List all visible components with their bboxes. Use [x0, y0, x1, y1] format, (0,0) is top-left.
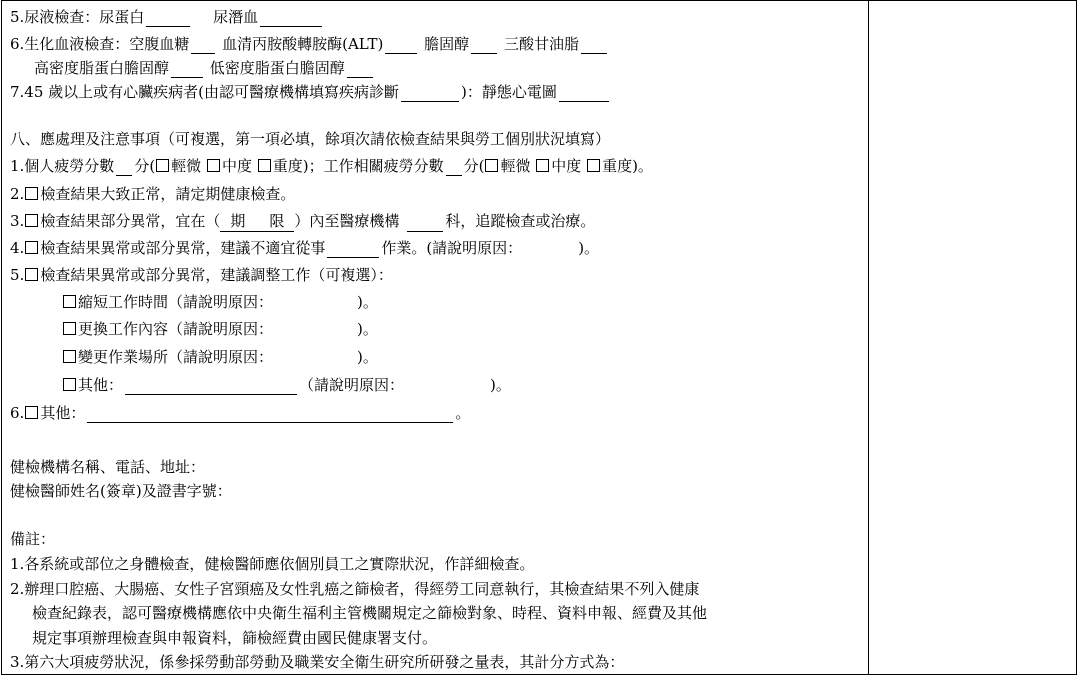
note-2-line-3: 規定事項辦理檢查與申報資料，篩檢經費由國民健康署支付。: [32, 629, 438, 647]
note-2-line-2: 檢查紀錄表，認可醫療機構應依中央衛生福利主管機關規定之篩檢對象、時程、資料申報、經費及其他: [32, 604, 708, 622]
change-location-checkbox[interactable]: [63, 350, 76, 363]
column-divider: [868, 0, 869, 675]
item-2-checkbox[interactable]: [25, 187, 38, 200]
item-5a-line: 縮短工作時間（請說明原因： )。: [62, 292, 378, 312]
change-content-checkbox[interactable]: [63, 322, 76, 335]
fatigue-score-line: 1.個人疲勞分數 分( 輕微 中度 重度)；工作相關疲勞分數 分( 輕微 中度 重度)。: [10, 157, 653, 175]
work-fatigue-score-field[interactable]: [446, 160, 462, 176]
fasting-glucose-field[interactable]: [191, 38, 215, 54]
note-3: 3.第六大項疲勞狀況，係參採勞動部勞動及職業安全衛生研究所研發之量表，其計分方式為：: [10, 653, 625, 671]
item-5-checkbox[interactable]: [25, 268, 38, 281]
urine-test-line: 5.尿液檢查：尿蛋白 尿潛血: [10, 7, 324, 27]
item-5b-line: 更換工作內容（請說明原因： )。: [62, 319, 378, 339]
work-severe-checkbox[interactable]: [587, 159, 600, 172]
ldl-field[interactable]: [347, 62, 373, 78]
other-field[interactable]: [87, 407, 453, 423]
unsuitable-work-field[interactable]: [327, 242, 379, 258]
period-field[interactable]: 期 限: [220, 211, 294, 232]
hdl-field[interactable]: [171, 62, 203, 78]
section-8-heading: 八、應處理及注意事項（可複選，第一項必填，餘項次請依檢查結果與勞工個別狀況填寫）: [10, 130, 611, 148]
notes-heading: 備註：: [10, 530, 56, 548]
ecg-line: 7.45 歲以上或有心臟疾病者(由認可醫療機構填寫疾病診斷 )：靜態心電圖: [10, 82, 611, 102]
item-5-line: 5. 檢查結果異常或部分異常，建議調整工作（可複選）：: [10, 266, 393, 284]
triglyceride-field[interactable]: [581, 38, 607, 54]
note-1: 1.各系統或部位之身體檢查，健檢醫師應依個別員工之實際狀況，作詳細檢查。: [10, 555, 535, 573]
ecg-field[interactable]: [559, 86, 609, 102]
biochem-test-line: 6.生化血液檢查：空腹血糖 血清丙胺酸轉胺酶(ALT) 膽固醇 三酸甘油脂: [10, 34, 609, 54]
personal-moderate-checkbox[interactable]: [207, 159, 220, 172]
diagnosis-field[interactable]: [401, 86, 459, 102]
urine-protein-field[interactable]: [146, 11, 190, 27]
department-field[interactable]: [407, 216, 443, 232]
doctor-info-label: 健檢醫師姓名(簽章)及證書字號：: [10, 482, 232, 500]
item-5c-line: 變更作業場所（請說明原因： )。: [62, 347, 378, 367]
item-5d-line: 其他： （請說明原因： )。: [62, 375, 511, 395]
alt-field[interactable]: [385, 38, 417, 54]
org-info-label: 健檢機構名稱、電話、地址：: [10, 458, 206, 476]
work-moderate-checkbox[interactable]: [536, 159, 549, 172]
urine-blood-field[interactable]: [260, 11, 322, 27]
note-2-line-1: 2.辦理口腔癌、大腸癌、女性子宮頸癌及女性乳癌之篩檢者，得經勞工同意執行，其檢查結果不列入健康: [10, 580, 700, 598]
item-6-line: 6. 其他： 。: [10, 404, 471, 422]
work-mild-checkbox[interactable]: [485, 159, 498, 172]
cholesterol-field[interactable]: [471, 38, 497, 54]
personal-severe-checkbox[interactable]: [258, 159, 271, 172]
personal-mild-checkbox[interactable]: [156, 159, 169, 172]
item-3-checkbox[interactable]: [25, 214, 38, 227]
personal-fatigue-score-field[interactable]: [116, 160, 132, 176]
other-adjustment-checkbox[interactable]: [63, 378, 76, 391]
shorten-hours-checkbox[interactable]: [63, 295, 76, 308]
item-6-checkbox[interactable]: [25, 406, 38, 419]
biochem-test-line-2: 高密度脂蛋白膽固醇 低密度脂蛋白膽固醇: [34, 58, 375, 78]
item-2-line: 2. 檢查結果大致正常，請定期健康檢查。: [10, 185, 296, 203]
item-4-checkbox[interactable]: [25, 241, 38, 254]
item-4-line: 4. 檢查結果異常或部分異常，建議不適宜從事 作業。(請說明原因： )。: [10, 239, 600, 257]
item-3-line: 3. 檢查結果部分異常，宜在（ 期 限 ）內至醫療機構 科，追蹤檢查或治療。: [10, 212, 596, 230]
other-adjustment-field[interactable]: [125, 379, 297, 395]
